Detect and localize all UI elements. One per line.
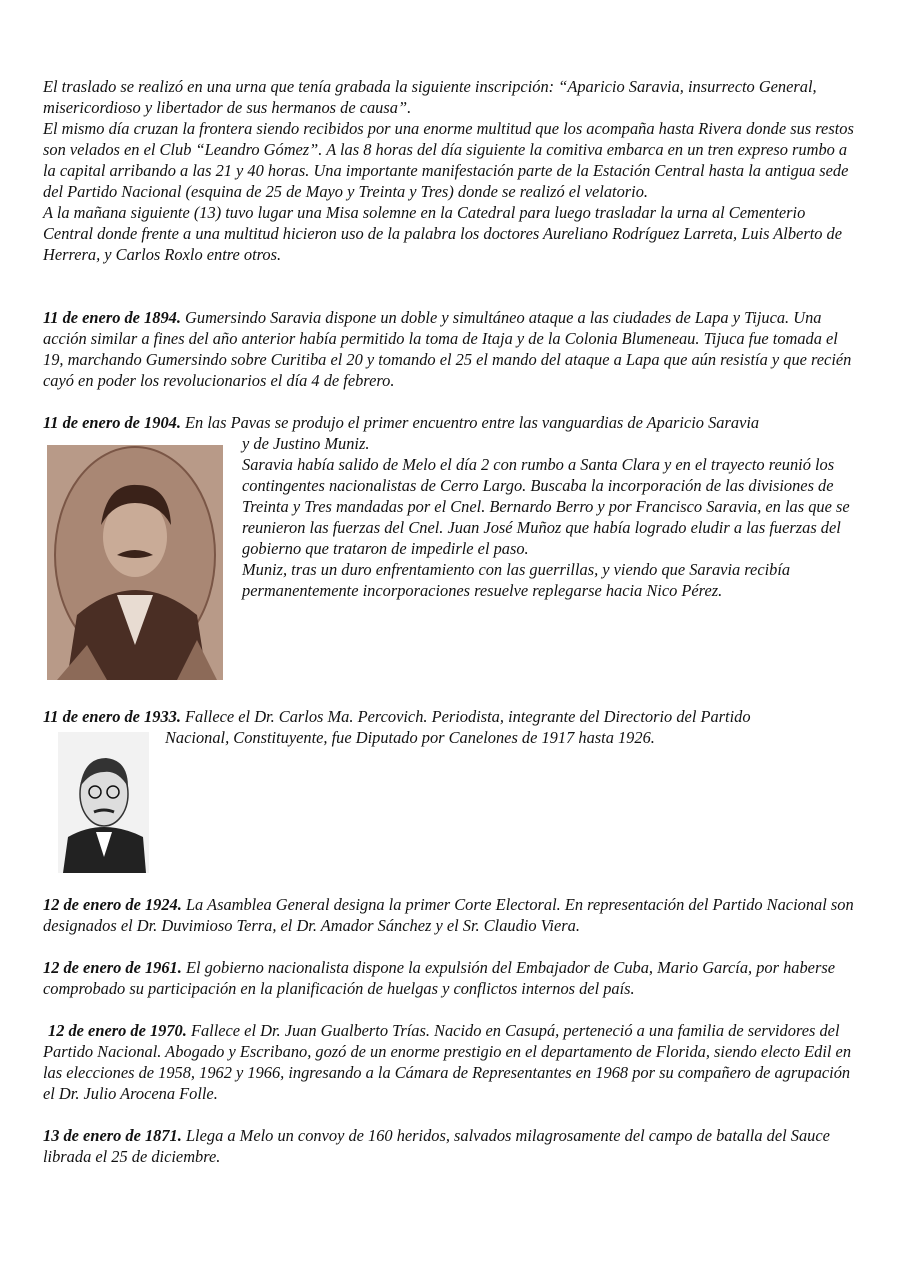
intro-block [43, 76, 855, 265]
entry-1924 [43, 894, 855, 936]
entry-date: 13 de enero de 1871. [43, 1126, 182, 1145]
entry-date: 11 de enero de 1904. [43, 413, 181, 432]
entry-text: El gobierno nacionalista dispone la expulsión del Embajador de Cuba, Mario García, por haberse comprobado su participación en la planificación de huelgas y conflictos internos del país. [43, 958, 835, 998]
entry-text: y de Justino Muniz. [242, 434, 370, 453]
entry-text: Llega a Melo un convoy de 160 heridos, salvados milagrosamente del campo de batalla del Sauce librada el 25 de diciembre. [43, 1126, 830, 1166]
entry-date: 12 de enero de 1970. [48, 1021, 187, 1040]
entry-text: Fallece el Dr. Carlos Ma. Percovich. Periodista, integrante del Directorio del Partido [180, 707, 751, 726]
entry-date: 11 de enero de 1933. [43, 707, 181, 726]
entry-text: Gumersindo Saravia dispone un doble y simultáneo ataque a las ciudades de Lapa y Tijuca. Una acción similar a fines del año anterior había permitido la toma de Itaja y de la Colonia Blumeneau. Tijuca fue tomada el 19, marchando Gumersindo sobre Curitiba el 20 y tomando el 25 el mando del ataque a Lapa que aún resistía y que recién cayó en poder los revolucionarios el día 4 de febrero. [43, 308, 852, 390]
entry-date: 11 de enero de 1894. [43, 308, 181, 327]
entry-1871 [43, 1125, 855, 1167]
entry-text: Nacional, Constituyente, fue Diputado por Canelones de 1917 hasta 1926. [165, 728, 655, 747]
entry-date: 12 de enero de 1961. [43, 958, 182, 977]
entry-text: En las Pavas se produjo el primer encuentro entre las vanguardias de Aparicio Saravia [180, 413, 760, 432]
entry-1970 [43, 1020, 855, 1104]
saravia-portrait-image [47, 445, 223, 680]
entry-text: La Asamblea General designa la primer Corte Electoral. En representación del Partido Nacional son designados el Dr. Duvimioso Terra, el Dr. Amador Sánchez y el Sr. Claudio Viera. [43, 895, 854, 935]
intro-paragraph: El traslado se realizó en una urna que tenía grabada la siguiente inscripción: “Aparicio Saravia, insurrecto General, misericordioso y libertador de sus hermanos de causa”. [43, 77, 817, 117]
entry-1961 [43, 957, 855, 999]
entry-text: Saravia había salido de Melo el día 2 con rumbo a Santa Clara y en el trayecto reunió los contingentes nacionalistas de Cerro Largo. Buscaba la incorporación de las divisiones de Treinta y Tres mandadas por el Cnel. Bernardo Berro y por Francisco Saravia, en las que se reunieron las fuerzas del Cnel. Juan José Muñoz que había logrado eludir a las fuerzas del gobierno que trataron de impedirle el paso. [242, 455, 850, 558]
entry-1933 [43, 706, 855, 748]
entry-1894 [43, 307, 855, 391]
intro-paragraph: A la mañana siguiente (13) tuvo lugar una Misa solemne en la Catedral para luego trasladar la urna al Cementerio Central donde frente a una multitud hicieron uso de la palabra los doctores Aureliano Rodríguez Larreta, Luis Alberto de Herrera, y Carlos Roxlo entre otros. [43, 203, 843, 264]
entry-text: Fallece el Dr. Juan Gualberto Trías. Nacido en Casupá, perteneció a una familia de servidores del Partido Nacional. Abogado y Escribano, gozó de un enorme prestigio en el departamento de Florida, siendo electo Edil en las elecciones de 1958, 1962 y 1966, ingresando a la Cámara de Representantes en 1968 por su compañero de agrupación el Dr. Julio Arocena Folle. [43, 1021, 852, 1103]
intro-paragraph: El mismo día cruzan la frontera siendo recibidos por una enorme multitud que los acompaña hasta Rivera donde sus restos son velados en el Club “Leandro Gómez”. A las 8 horas del día siguiente la comitiva embarca en un tren expreso rumbo a la capital arribando a las 21 y 40 horas. Una importante manifestación parte de la Estación Central hasta la antigua sede del Partido Nacional (esquina de 25 de Mayo y Treinta y Tres) donde se realizó el velatorio. [43, 119, 854, 201]
entry-date: 12 de enero de 1924. [43, 895, 182, 914]
entry-text: Muniz, tras un duro enfrentamiento con las guerrillas, y viendo que Saravia recibía permanentemente incorporaciones resuelve replegarse hacia Nico Pérez. [242, 560, 791, 600]
percovich-portrait-image [58, 732, 149, 873]
